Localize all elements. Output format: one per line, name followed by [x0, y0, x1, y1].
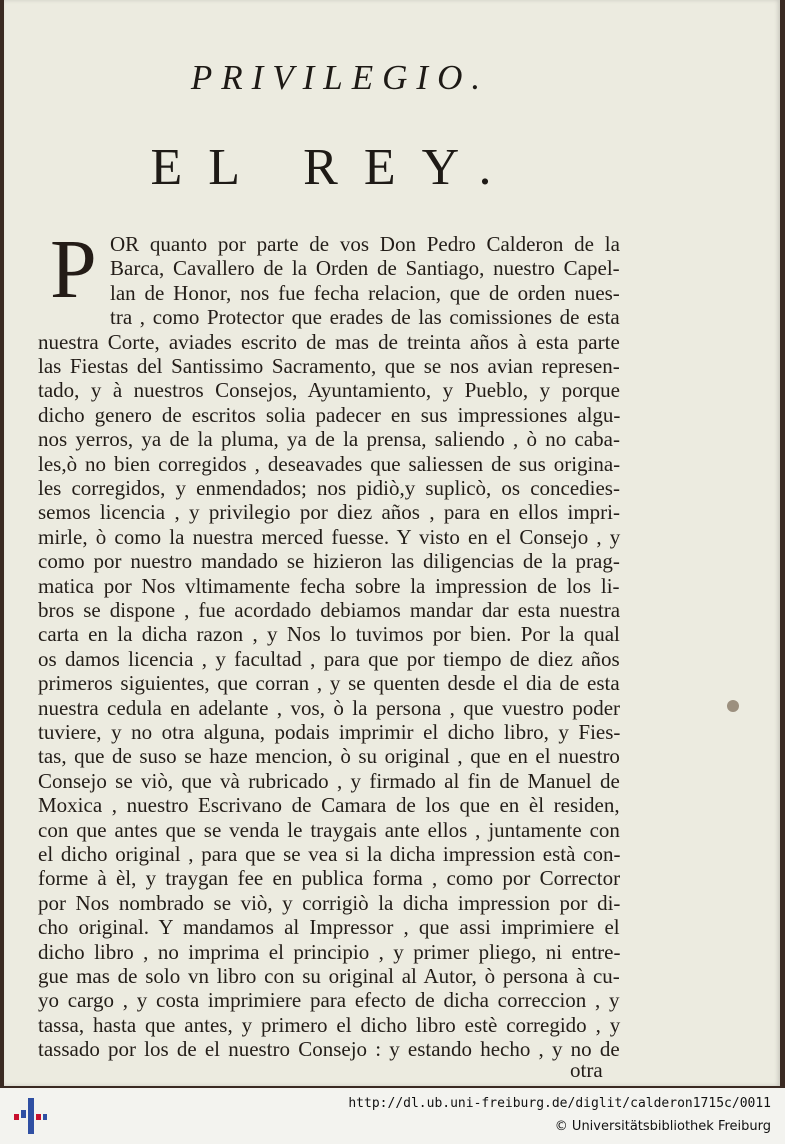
text-line: bros se dispone , fue acordado debiamos mandar dar esta nuestra	[38, 598, 621, 622]
text-line: Barca, Cavallero de la Orden de Santiago, nuestro Capel-	[110, 256, 620, 281]
text-line: os damos licencia , y facultad , para que por tiempo de diez años	[38, 646, 620, 671]
text-line: el dicho original , para que se vea si la dicha impression està con-	[38, 842, 621, 866]
text-line: nos yerros, ya de la pluma, ya de la prensa, saliendo , ò no caba-	[38, 427, 620, 452]
text-line: Moxica , nuestro Escrivano de Camara de los que en èl residen,	[38, 793, 620, 818]
text-line: tra , como Protector que erades de las comissiones de esta	[110, 305, 620, 330]
text-line: nuestra Corte, aviades escrito de mas de treinta años à esta parte	[38, 329, 620, 354]
text-line: Consejo se viò, que và rubricado , y firmado al fin de Manuel de	[38, 768, 620, 793]
text-line: tuviere, y no otra alguna, podais imprimir el dicho libro, y Fies-	[38, 720, 621, 744]
text-line: nuestra cedula en adelante , vos, ò la persona , que vuestro poder	[38, 695, 621, 720]
text-line: primeros siguientes, que corran , y se quenten desde el dia de esta	[38, 671, 620, 696]
text-line: matica por Nos vltimamente fecha sobre la impression de los li-	[38, 573, 620, 598]
page-title: EL REY.	[150, 139, 518, 196]
catchword: otra	[570, 1058, 603, 1082]
ub-freiburg-logo-icon	[10, 1096, 50, 1136]
source-url[interactable]: http://dl.ub.uni-freiburg.de/diglit/calderon1715c/0011	[348, 1096, 771, 1111]
text-line: yo cargo , y costa imprimiere para efecto de dicha correccion , y	[38, 988, 620, 1013]
text-line: tas, que de suso se haze mencion, ò su original , que en el nuestro	[38, 744, 620, 769]
text-line: semos licencia , y privilegio por diez años , para en ellos impri-	[38, 500, 621, 525]
text-line: por Nos nombrado se viò, y corrigiò la dicha impression por di-	[38, 890, 621, 915]
drop-cap: P	[50, 223, 97, 316]
text-line: les corregidos, y enmendados; nos pidiò,y suplicò, os concedies-	[38, 476, 620, 500]
footer-bar	[0, 1088, 785, 1144]
text-line: les,ò no bien corregidos , deseavades que saliessen de sus origina-	[38, 451, 621, 476]
text-line: lan de Honor, nos fue fecha relacion, que de orden nues-	[110, 280, 620, 305]
book-page	[4, 0, 780, 1086]
ink-stain	[727, 700, 739, 712]
text-line: gue mas de solo vn libro con su original al Autor, ò persona à cu-	[38, 964, 620, 988]
text-line: las Fiestas del Santissimo Sacramento, que se nos avian represen-	[38, 354, 620, 378]
text-line: forme à èl, y traygan fee en publica forma , como por Corrector	[38, 866, 621, 891]
text-line: tassado por los de el nuestro Consejo : y estando hecho , y no de	[38, 1037, 620, 1062]
text-line: con que antes que se venda le traygais ante ellos , juntamente con	[38, 817, 620, 842]
text-line: como por nuestro mandado se hizieron las diligencias de la prag-	[38, 549, 620, 574]
text-line: tado, y à nuestros Consejos, Ayuntamiento, y Pueblo, y porque	[38, 378, 620, 403]
copyright-notice: © Universitätsbibliothek Freiburg	[554, 1119, 771, 1134]
text-line: carta en la dicha razon , y Nos lo tuvimos por bien. Por la qual	[38, 622, 620, 647]
running-head: PRIVILEGIO.	[190, 58, 490, 97]
text-line: tassa, hasta que antes, y primero el dicho libro estè corregido , y	[38, 1012, 621, 1037]
text-line: dicho libro , no imprima el principio , y primer pliego, ni entre-	[38, 939, 621, 964]
text-line: dicho genero de escritos solia padecer en sus impressiones algu-	[38, 402, 621, 427]
text-line: OR quanto por parte de vos Don Pedro Calderon de la	[110, 232, 620, 256]
text-line: cho original. Y mandamos al Impressor , que assi imprimiere el	[38, 915, 620, 940]
text-line: mirle, ò como la nuestra merced fuesse. Y visto en el Consejo , y	[38, 524, 621, 549]
